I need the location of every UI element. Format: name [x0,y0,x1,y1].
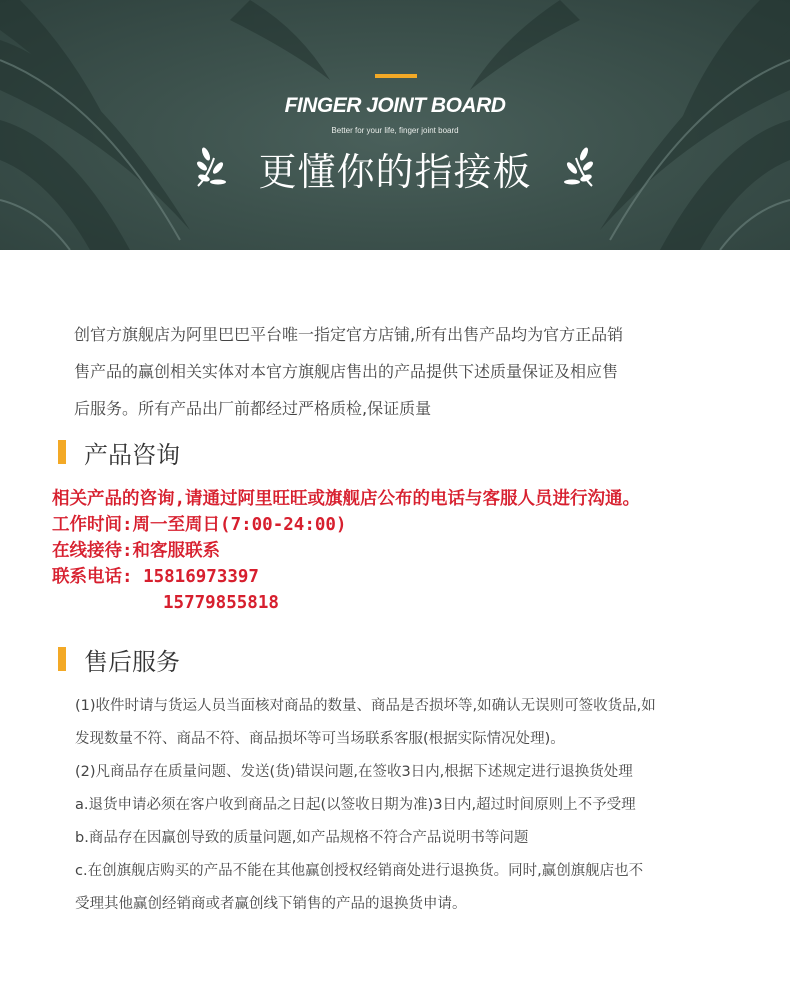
intro-paragraph [74,316,714,427]
intro-line: 创官方旗舰店为阿里巴巴平台唯一指定官方店铺,所有出售产品均为官方正品销 [74,325,624,344]
terms-line: c.在创旗舰店购买的产品不能在其他赢创授权经销商处进行退换货。同时,赢创旗舰店也不 [75,863,644,879]
leaf-sprig-right-icon [562,146,596,188]
aftersale-terms [75,690,735,921]
consult-info [52,486,782,616]
consult-heading-label: 产品咨询 [84,441,180,469]
hero-banner [0,0,790,250]
online-service: 在线接待:和客服联系 [52,541,221,561]
terms-line: 受理其他赢创经销商或者赢创线下销售的产品的退换货申请。 [75,896,467,912]
work-hours: 工作时间:周一至周日(7:00-24:00) [52,515,347,535]
banner-english-subtitle: Better for your life, finger joint board [331,126,459,135]
agave-leaves-background [0,0,790,250]
banner-english-title: FINGER JOINT BOARD [284,94,506,117]
banner-chinese-title: 更懂你的指接板 [258,150,532,194]
terms-line: 发现数量不符、商品不符、商品损坏等可当场联系客服(根据实际情况处理)。 [75,731,565,747]
aftersale-heading-label: 售后服务 [84,648,180,676]
terms-line: b.商品存在因赢创导致的质量问题,如产品规格不符合产品说明书等问题 [75,830,529,846]
terms-line: (2)凡商品存在质量问题、发送(货)错误问题,在签收3日内,根据下述规定进行退换货处理 [75,764,633,780]
intro-line: 后服务。所有产品出厂前都经过严格质检,保证质量 [74,399,432,418]
intro-line: 售产品的赢创相关实体对本官方旗舰店售出的产品提供下述质量保证及相应售 [74,362,619,381]
phone-number: 联系电话: 15816973397 [52,567,259,587]
phone-number-secondary: 15779855818 [163,593,279,613]
terms-line: (1)收件时请与货运人员当面核对商品的数量、商品是否损坏等,如确认无误则可签收货品,如 [75,698,656,714]
accent-bar [375,74,417,78]
consult-line: 相关产品的咨询,请通过阿里旺旺或旗舰店公布的电话与客服人员进行沟通。 [52,489,641,509]
section-marker [58,647,66,671]
section-marker [58,440,66,464]
terms-line: a.退货申请必须在客户收到商品之日起(以签收日期为准)3日内,超过时间原则上不予受理 [75,797,636,813]
